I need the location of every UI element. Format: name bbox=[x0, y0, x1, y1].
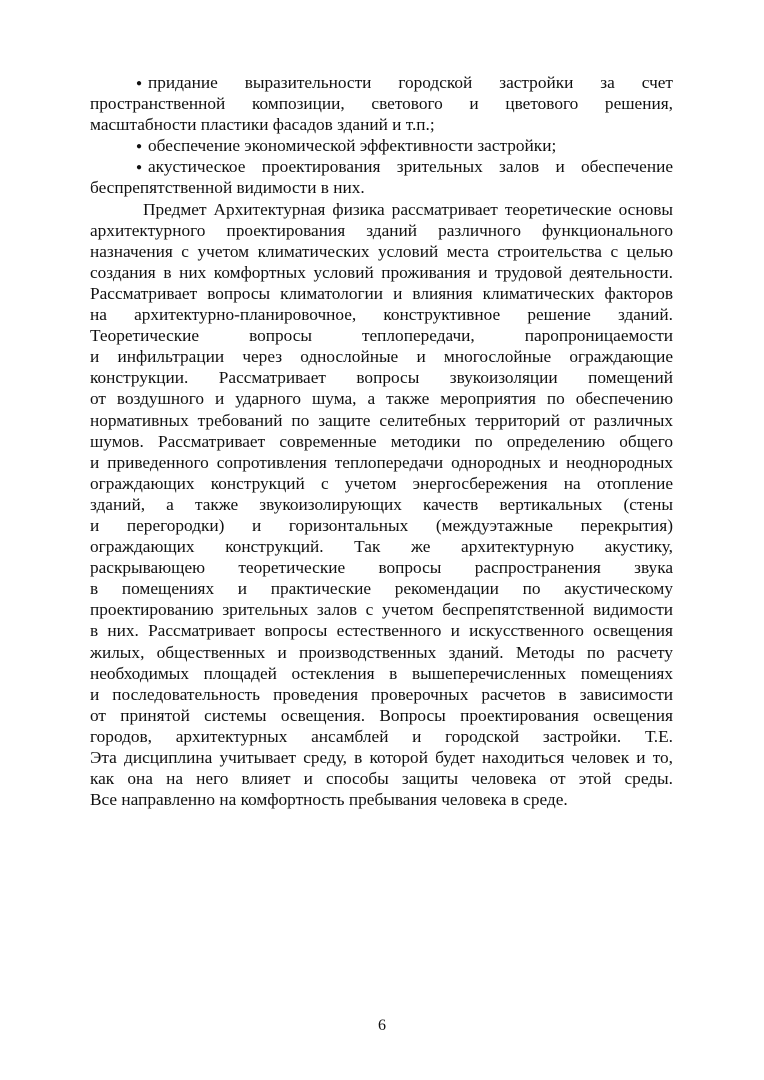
text-line: ограждающих конструкций. Так же архитектурную акустику, bbox=[90, 537, 673, 557]
text-line: раскрывающею теоретические вопросы распространения звука bbox=[90, 558, 673, 578]
text-line: назначения с учетом климатических условий места строительства с целью bbox=[90, 241, 673, 261]
text-line: конструкции. Рассматривает вопросы звукоизоляции помещений bbox=[90, 368, 673, 388]
main-paragraph bbox=[90, 199, 673, 811]
bullet-dot-icon: ● bbox=[136, 78, 143, 89]
text-line: и инфильтрации через однослойные и многослойные ограждающие bbox=[90, 347, 673, 367]
text-line: как она на него влияет и способы защиты человека от этой среды. bbox=[90, 769, 673, 789]
text-line: на архитектурно-планировочное, конструктивное решение зданий. bbox=[90, 305, 673, 325]
text-line: ограждающих конструкций с учетом энергосбережения на отопление bbox=[90, 473, 673, 493]
page-body bbox=[90, 72, 673, 810]
text-line: Рассматривает вопросы климатологии и влияния климатических факторов bbox=[90, 283, 673, 303]
text-line: шумов. Рассматривает современные методики по определению общего bbox=[90, 431, 673, 451]
text-line: в них. Рассматривает вопросы естественного и искусственного освещения bbox=[90, 621, 673, 641]
text-line: и последовательность проведения проверочных расчетов в зависимости bbox=[90, 684, 673, 704]
page-number: 6 bbox=[378, 1017, 386, 1034]
text-line: и перегородки) и горизонтальных (междуэтажные перекрытия) bbox=[90, 515, 673, 535]
text-line: необходимых площадей остекления в вышеперечисленных помещениях bbox=[90, 663, 673, 683]
text-line: Все направленно на комфортность пребывания человека в среде. bbox=[90, 790, 568, 810]
bullet-first-line bbox=[90, 135, 673, 156]
bullet-dot-icon: ● bbox=[136, 141, 143, 153]
text-line: и приведенного сопротивления теплопередачи однородных и неоднородных bbox=[90, 452, 673, 472]
text-line: архитектурного проектирования зданий различного функционального bbox=[90, 220, 673, 240]
text-line: нормативных требований по защите селитебных территорий от различных bbox=[90, 410, 673, 430]
bullet-first-line bbox=[90, 72, 673, 93]
text-line: акустическое проектирования зрительных залов и обеспечение bbox=[148, 157, 673, 177]
bullet-dot-icon: ● bbox=[136, 162, 143, 174]
bullet-first-line bbox=[90, 156, 673, 177]
bullet-item bbox=[90, 156, 673, 198]
text-line: обеспечение экономической эффективности застройки; bbox=[148, 136, 557, 156]
text-line: в помещениях и практические рекомендации по акустическому bbox=[90, 579, 673, 599]
text-line: создания в них комфортных условий проживания и трудовой деятельности. bbox=[90, 262, 673, 282]
text-line: зданий, а также звукоизолирующих качеств вертикальных (стены bbox=[90, 494, 673, 514]
bullet-item bbox=[90, 72, 673, 135]
text-line: беспрепятственной видимости в них. bbox=[90, 178, 365, 198]
text-line: Предмет Архитектурная физика рассматривает теоретические основы bbox=[143, 199, 673, 219]
text-line: Теоретические вопросы теплопередачи, паропроницаемости bbox=[90, 326, 673, 346]
bullet-item bbox=[90, 135, 673, 156]
text-line: от воздушного и ударного шума, а также мероприятия по обеспечению bbox=[90, 389, 673, 409]
text-line: от принятой системы освещения. Вопросы проектирования освещения bbox=[90, 705, 673, 725]
text-line: пространственной композиции, светового и цветового решения, bbox=[90, 94, 673, 114]
text-line: масштабности пластики фасадов зданий и т.п.; bbox=[90, 115, 435, 135]
text-line: Эта дисциплина учитывает среду, в которой будет находиться человек и то, bbox=[90, 748, 673, 767]
text-line: жилых, общественных и производственных зданий. Методы по расчету bbox=[90, 642, 673, 662]
text-line: проектированию зрительных залов с учетом беспрепятственной видимости bbox=[90, 600, 673, 620]
text-line: придание выразительности городской застройки за счет bbox=[148, 73, 673, 92]
text-line: городов, архитектурных ансамблей и городской застройки. Т.Е. bbox=[90, 726, 673, 746]
